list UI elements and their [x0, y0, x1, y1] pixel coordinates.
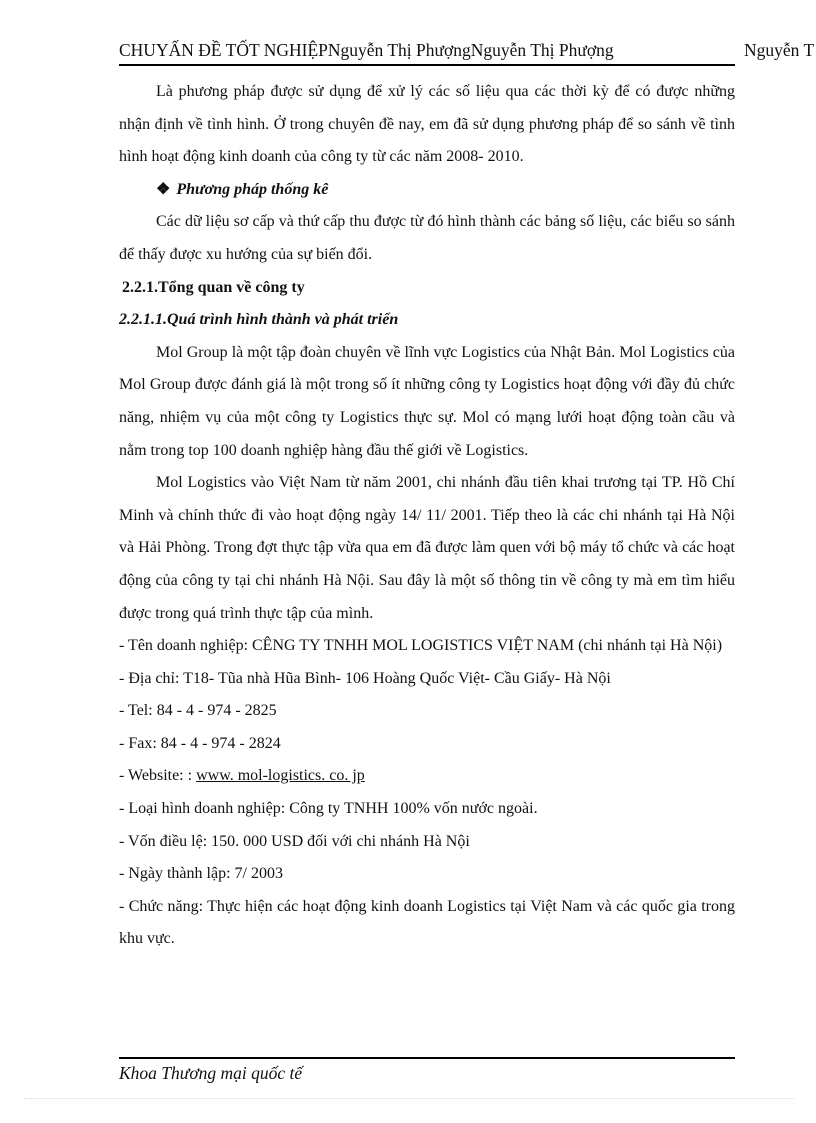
- info-company-name: - Tên doanh nghiệp: CÊNG TY TNHH MOL LOGISTICS VIỆT NAM (chi nhánh tại Hà Nội): [119, 637, 723, 655]
- bullet-heading-text: Phương pháp thống kê: [176, 180, 329, 198]
- paragraph-mol-vietnam: Mol Logistics vào Việt Nam từ năm 2001, chi nhánh đầu tiên khai trương tại TP. Hồ Chí Minh và chính thức đi vào hoạt động ngày 14/ 11/ 2001. Tiếp theo là các chi nhánh tại Hà Nội và Hải Phòng. Trong đợt thực tập vừa qua em đã được làm quen với bộ máy tổ chức và các hoạt động của công ty tại chi nhánh Hà Nội. Sau đây là một số thông tin về công ty mà em tìm hiểu được trong quá trình thực tập của mình.: [119, 474, 735, 622]
- website-label: - Website: :: [119, 767, 197, 785]
- page-header: [119, 38, 816, 64]
- diamond-bullet-icon: ❖: [156, 180, 171, 198]
- info-tel: - Tel: 84 - 4 - 974 - 2825: [119, 702, 277, 720]
- section-heading: 2.2.1.Tổng quan về công ty: [122, 278, 305, 296]
- info-website: [119, 760, 735, 793]
- paragraph-method-intro: Là phương pháp được sử dụng để xử lý các số liệu qua các thời kỳ để có được những nhận định về tình hình. Ở trong chuyên đề nay, em đã sử dụng phương pháp để so sánh về tình hình hoạt động kinh doanh của công ty từ các năm 2008- 2010.: [119, 83, 735, 166]
- header-divider: [119, 64, 735, 66]
- info-address: - Địa chỉ: T18- Tũa nhà Hũa Bình- 106 Hoàng Quốc Việt- Cầu Giấy- Hà Nội: [119, 669, 611, 687]
- subsection-heading: 2.2.1.1.Quá trình hình thành và phát triển: [119, 311, 399, 329]
- page-bottom-border: [24, 1098, 794, 1099]
- header-title: CHUYẤN ĐỀ TỐT NGHIỆPNguyễn Thị PhượngNguyễn Thị Phượng: [119, 40, 614, 60]
- header-author-overflow: Nguyễn T: [744, 40, 815, 60]
- info-founded: - Ngày thành lập: 7/ 2003: [119, 865, 283, 883]
- info-function: - Chức năng: Thực hiện các hoạt động kinh doanh Logistics tại Việt Nam và các quốc gia trong khu vực.: [119, 897, 735, 948]
- info-fax: - Fax: 84 - 4 - 974 - 2824: [119, 734, 281, 752]
- info-business-type: - Loại hình doanh nghiệp: Công ty TNHH 100% vốn nước ngoài.: [119, 800, 538, 818]
- bullet-heading: [119, 174, 735, 207]
- website-link[interactable]: www. mol-logistics. co. jp: [196, 767, 365, 785]
- page-footer: Khoa Thương mại quốc tế: [119, 1063, 303, 1083]
- footer-divider: [119, 1057, 735, 1059]
- document-body: [119, 76, 735, 956]
- paragraph-statistics: Các dữ liệu sơ cấp và thứ cấp thu được từ đó hình thành các bảng số liệu, các biểu so sánh để thấy được xu hướng của sự biến đổi.: [119, 213, 735, 263]
- paragraph-mol-group: Mol Group là một tập đoàn chuyên về lĩnh vực Logistics của Nhật Bản. Mol Logistics của Mol Group được đánh giá là một trong số ít những công ty Logistics hoạt động với đầy đủ chức năng, nhiệm vụ của một công ty Logistics thực sự. Mol có mạng lưới hoạt động toàn cầu và nằm trong top 100 doanh nghiệp hàng đầu thế giới về Logistics.: [119, 343, 735, 459]
- info-capital: - Vốn điều lệ: 150. 000 USD đối với chi nhánh Hà Nội: [119, 832, 470, 850]
